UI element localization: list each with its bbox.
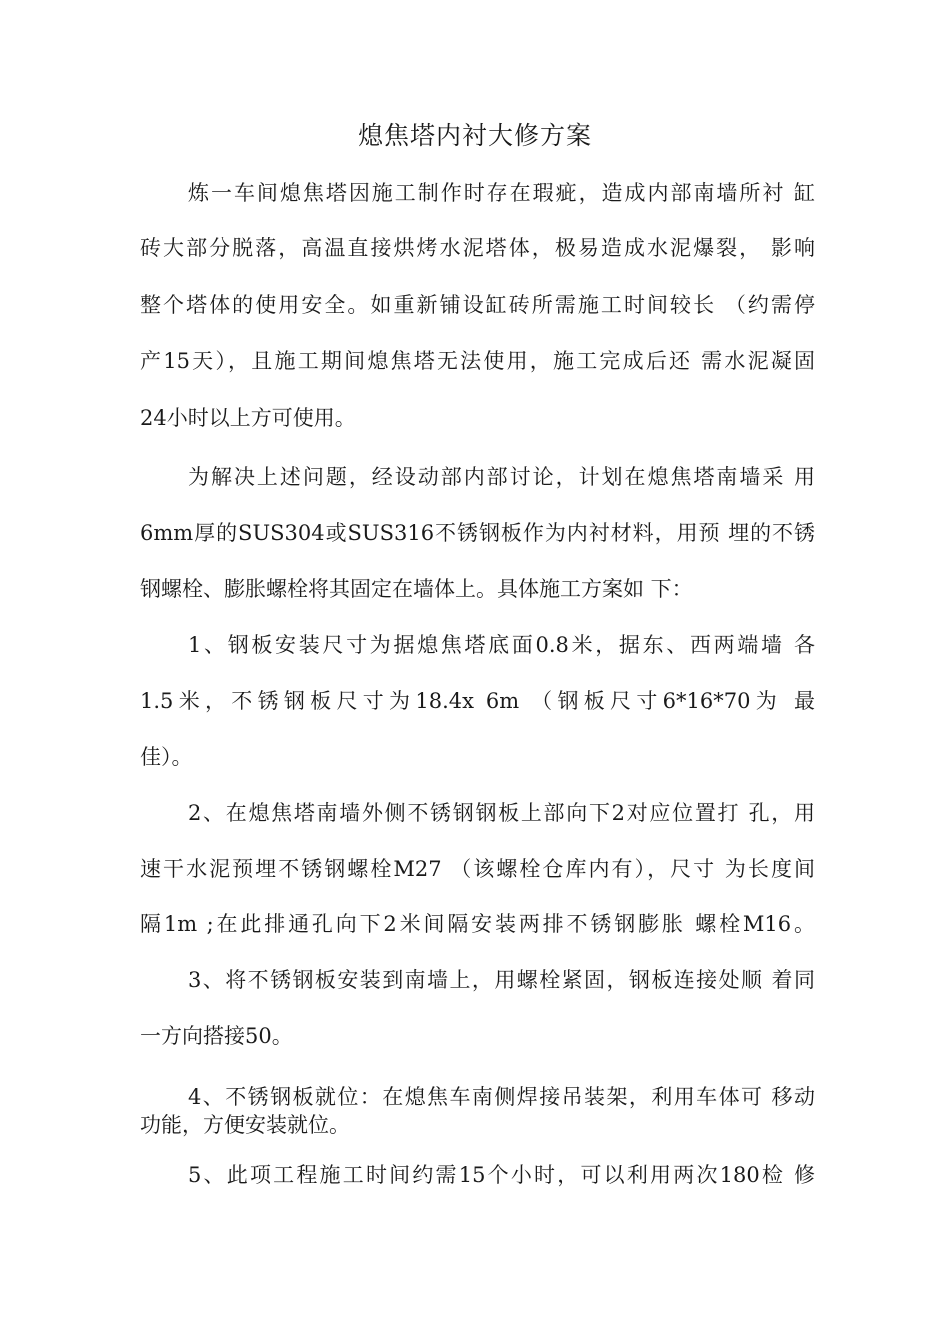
paragraph-line: 隔1m ;在此排通孔向下2米间隔安装两排不锈钢膨胀 螺栓M16。 xyxy=(140,912,815,936)
paragraph-line: 炼一车间熄焦塔因施工制作时存在瑕疵，造成内部南墙所衬 缸 xyxy=(188,181,815,205)
paragraph-line: 佳）。 xyxy=(140,745,193,769)
paragraph-line: 砖大部分脱落，高温直接烘烤水泥塔体，极易造成水泥爆裂， 影响 xyxy=(140,236,815,260)
paragraph-line: 4、不锈钢板就位：在熄焦车南侧焊接吊装架，利用车体可 移动 xyxy=(188,1085,815,1109)
paragraph-line: 钢螺栓、膨胀螺栓将其固定在墙体上。具体施工方案如 下： xyxy=(140,577,693,601)
paragraph-line: 5、此项工程施工时间约需15个小时，可以利用两次180检 修 xyxy=(188,1163,815,1187)
paragraph-line: 为解决上述问题，经设动部内部讨论，计划在熄焦塔南墙采 用 xyxy=(188,465,815,489)
paragraph-line: 3、将不锈钢板安装到南墙上，用螺栓紧固，钢板连接处顺 着同 xyxy=(188,968,815,992)
paragraph-line: 2、在熄焦塔南墙外侧不锈钢钢板上部向下2对应位置打 孔，用 xyxy=(188,801,815,825)
paragraph-line: 功能，方便安装就位。 xyxy=(140,1113,350,1137)
paragraph-line: 整个塔体的使用安全。如重新铺设缸砖所需施工时间较长 （约需停 xyxy=(140,293,815,317)
paragraph-line: 速干水泥预埋不锈钢螺栓M27 （该螺栓仓库内有），尺寸 为长度间 xyxy=(140,857,815,881)
paragraph-line: 1.5米，不锈钢板尺寸为18.4x 6m （钢板尺寸6*16*70为 最 xyxy=(140,689,815,713)
document-title: 熄焦塔内衬大修方案 xyxy=(357,121,592,150)
paragraph-line: 6mm厚的SUS304或SUS316不锈钢板作为内衬材料，用预 埋的不锈 xyxy=(140,521,815,545)
paragraph-line: 1、钢板安装尺寸为据熄焦塔底面0.8米，据东、西两端墙 各 xyxy=(188,633,815,657)
paragraph-line: 产15天），且施工期间熄焦塔无法使用，施工完成后还 需水泥凝固 xyxy=(140,349,815,373)
paragraph-line: 24小时以上方可使用。 xyxy=(140,406,356,430)
paragraph-line: 一方向搭接50。 xyxy=(140,1024,293,1048)
